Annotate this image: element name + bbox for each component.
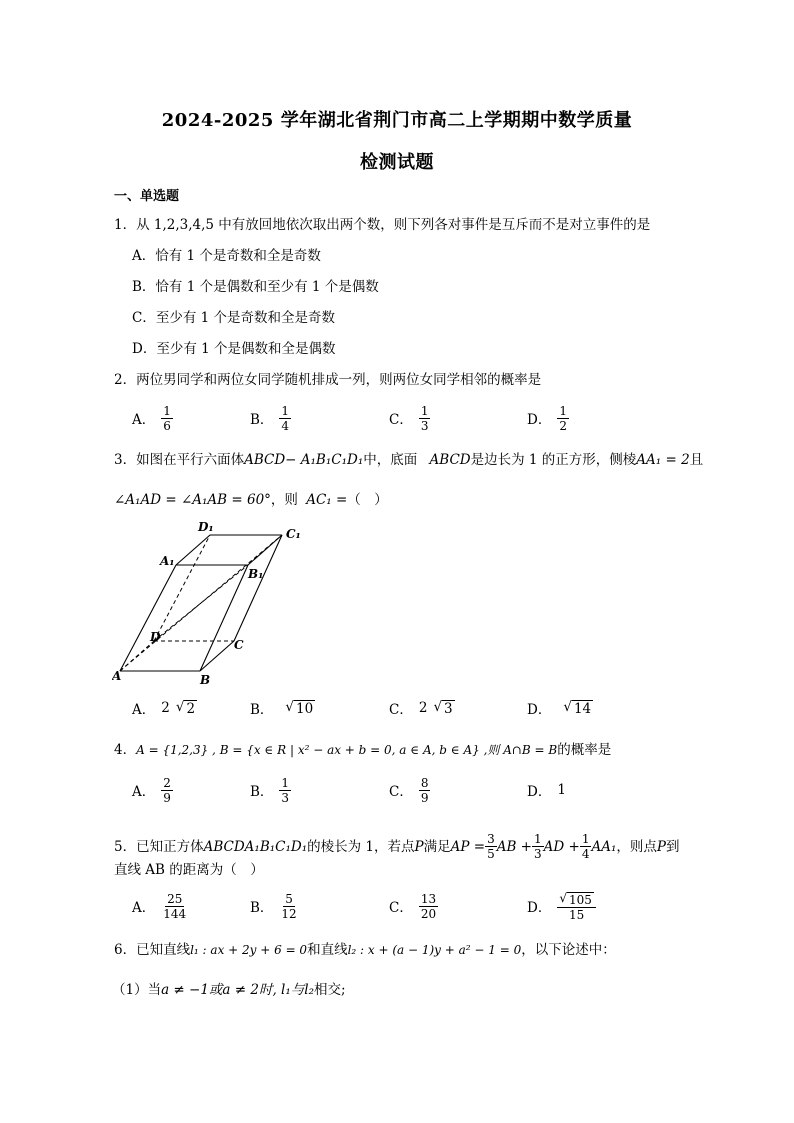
vertex-label-a: A bbox=[112, 669, 122, 683]
question-5-option-b: B． $\frac{5}{12}$ bbox=[250, 891, 297, 921]
vertex-label-b1: B₁ bbox=[248, 567, 264, 581]
option-label: B． bbox=[250, 412, 274, 428]
question-4-option-c: C． $\frac{8}{9}$ bbox=[389, 775, 429, 805]
question-5-option-c: C． $\frac{13}{20}$ bbox=[389, 891, 437, 921]
fraction: $\frac{1}{3}$ bbox=[420, 403, 429, 433]
question-2-stem: 2．两位男同学和两位女同学随机排成一列，则两位女同学相邻的概率是 bbox=[114, 372, 542, 388]
question-2-option-c bbox=[389, 398, 430, 438]
fraction: $\frac{1}{4}$ bbox=[281, 403, 290, 433]
parallelepiped-figure bbox=[112, 518, 312, 688]
vertex-label-d1: D₁ bbox=[198, 520, 214, 534]
question-6-item-1: （1）当a ≠ −1或a ≠ 2时, l₁与l₂相交; bbox=[112, 982, 346, 998]
question-5-stem: 5．已知正方体 ABCDA₁B₁C₁D₁ 的棱长为 1，若点 P 满足 AP = $\frac{3}{5}$ AB + $\frac{1}{3}$ AD + $\frac{1}{4}$ AA₁ ，则点 P 到 bbox=[114, 832, 680, 861]
question-4-option-b: B． $\frac{1}{3}$ bbox=[250, 775, 290, 805]
question-2-option-d bbox=[527, 398, 569, 438]
question-4-option-a: A． $\frac{2}{9}$ bbox=[132, 775, 171, 805]
question-1-option-d: D．至少有 1 个是偶数和全是偶数 bbox=[132, 341, 336, 357]
fraction: $\frac{1}{2}$ bbox=[559, 403, 567, 433]
question-1-stem: 1．从 1,2,3,4,5 中有放回地依次取出两个数，则下列各对事件是互斥而不是对立事件的是 bbox=[114, 217, 651, 233]
question-6-stem: 6．已知直线l₁ : ax + 2y + 6 = 0和直线l₂ : x + (a − 1)y + a² − 1 = 0，以下论述中： bbox=[114, 942, 616, 958]
question-1-option-a: A．恰有 1 个是奇数和全是奇数 bbox=[132, 248, 321, 264]
question-3-option-a: A． 2 √ 2 bbox=[132, 699, 196, 718]
question-5-option-d: D． √ 105 15 bbox=[527, 886, 596, 926]
question-2-option-b bbox=[250, 398, 291, 438]
vertex-label-d: D bbox=[150, 630, 161, 644]
question-1-option-c: C．至少有 1 个是奇数和全是奇数 bbox=[132, 310, 336, 326]
vertex-label-c1: C₁ bbox=[286, 527, 301, 541]
question-5-stem-line2: 直线 AB 的距离为（ ） bbox=[114, 862, 264, 878]
question-1-option-b: B．恰有 1 个是偶数和至少有 1 个是偶数 bbox=[132, 279, 379, 295]
option-label: A． bbox=[132, 412, 156, 428]
exam-title-line2: 检测试题 bbox=[360, 152, 434, 173]
question-5-option-a: A． $\frac{25}{144}$ bbox=[132, 891, 187, 921]
option-label: C． bbox=[389, 412, 413, 428]
question-3-option-c: C． 2 √ 3 bbox=[389, 699, 453, 718]
question-3-option-b: B． √ 10 bbox=[250, 699, 314, 718]
question-4-option-d: D． 1 bbox=[527, 782, 566, 800]
vertex-label-c: C bbox=[234, 638, 244, 652]
question-3-stem-line2: ∠A₁AD = ∠A₁AB = 60°，则 AC₁ =（ ） bbox=[114, 492, 388, 508]
vertex-label-b: B bbox=[200, 673, 211, 687]
section-heading: 一、单选题 bbox=[114, 189, 180, 204]
question-2-option-a bbox=[132, 398, 173, 438]
option-label: D． bbox=[527, 412, 552, 428]
question-4-stem: 4．A = {1,2,3} , B = {x ∈ R | x² − ax + b = 0, a ∈ A, b ∈ A} ,则 A∩B = B的概率是 bbox=[114, 742, 612, 758]
exam-title-line1: 2024-2025 学年湖北省荆门市高二上学期期中数学质量 bbox=[161, 110, 633, 131]
fraction: $\frac{1}{6}$ bbox=[163, 403, 171, 433]
question-3-option-d: D． √ 14 bbox=[527, 699, 592, 718]
vertex-label-a1: A₁ bbox=[160, 554, 175, 568]
question-3-stem: 3．如图在平行六面体ABCD− A₁B₁C₁D₁中，底面 ABCD是边长为 1 的正方形，侧棱AA₁ = 2且 bbox=[114, 452, 704, 468]
